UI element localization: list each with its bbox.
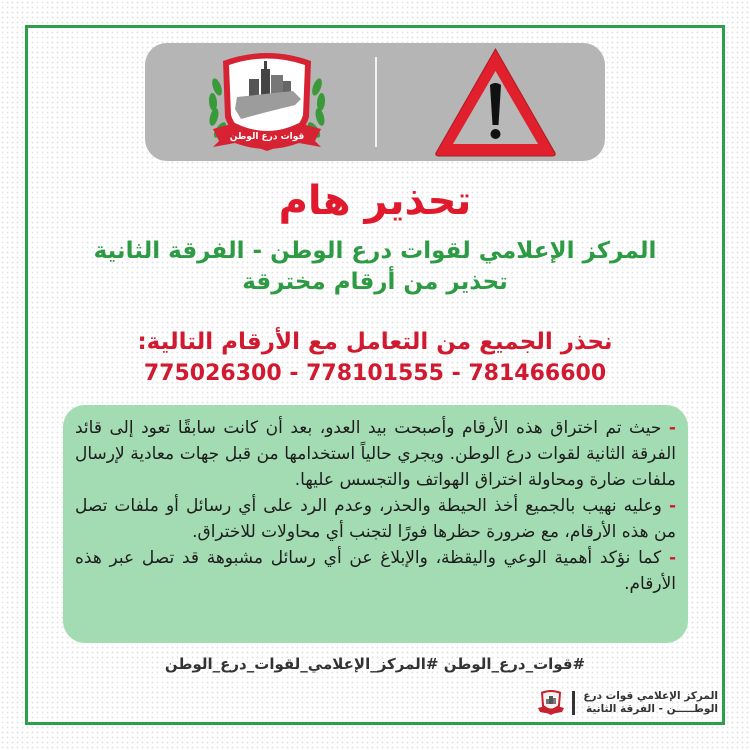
page-title: تحذير هام bbox=[278, 178, 472, 224]
footer-brand bbox=[536, 686, 718, 720]
notice-heading: نحذر الجميع من التعامل مع الأرقام التالية: bbox=[137, 329, 613, 355]
paragraph-text: كما نؤكد أهمية الوعي واليقظة، والإبلاغ عن أي رسائل مشبوهة قد تصل عبر هذه الأرقام. bbox=[75, 548, 676, 594]
panel-paragraph-3 bbox=[75, 545, 676, 597]
footer-crest-logo-icon bbox=[536, 688, 566, 718]
number-separator: - bbox=[289, 361, 307, 386]
bullet-dash: - bbox=[668, 418, 676, 438]
phone-number-3: 781466600 bbox=[468, 361, 607, 386]
bullet-dash: - bbox=[668, 496, 676, 516]
svg-text:قوات درع الوطن: قوات درع الوطن bbox=[229, 132, 305, 142]
footer-line-1: المركز الإعلامي قوات درع bbox=[583, 690, 718, 702]
panel-paragraph-1 bbox=[75, 415, 676, 493]
hashtags-line: #قوات_درع_الوطن #المركز_الإعلامي_لقوات_درع_الوطن bbox=[164, 655, 586, 673]
banner-divider bbox=[375, 57, 377, 147]
phone-number-2: 778101555 bbox=[306, 361, 444, 386]
paragraph-text: وعليه نهيب بالجميع أخذ الحيطة والحذر، وعدم الرد على أي رسائل أو ملفات تصل من هذه الأرقام، مع ضرورة حظرها فورًا لتجنب أي محاولات للاختراق. bbox=[75, 496, 676, 542]
details-panel bbox=[63, 405, 688, 643]
subtitle-line-2: تحذير من أرقام مخترقة bbox=[242, 269, 508, 295]
subtitle-line-1: المركز الإعلامي لقوات درع الوطن - الفرقة الثانية bbox=[93, 238, 657, 264]
header-banner bbox=[145, 43, 605, 161]
paragraph-text: حيث تم اختراق هذه الأرقام وأصبحت بيد العدو، بعد أن كانت سابقًا تعود إلى قائد الفرقة الثانية لقوات درع الوطن. ويجري حالياً استخدامها من قبل جهات معادية لإرسال ملفات ضارة ومحاولة اختراق الهواتف والتجسس عليها. bbox=[75, 418, 676, 490]
bullet-dash: - bbox=[668, 548, 676, 568]
footer-line-2: الوطـــــن - الفرقة الثانية bbox=[586, 703, 718, 715]
footer-divider bbox=[572, 691, 575, 715]
crest-logo-icon bbox=[203, 47, 331, 157]
phone-numbers-list bbox=[0, 360, 750, 388]
panel-paragraph-2 bbox=[75, 493, 676, 545]
footer-text bbox=[583, 690, 718, 716]
notice-block bbox=[0, 326, 750, 388]
number-separator: - bbox=[451, 361, 469, 386]
phone-number-1: 775026300 bbox=[143, 361, 282, 386]
warning-triangle-icon bbox=[432, 45, 559, 159]
subtitle-block bbox=[0, 236, 750, 298]
